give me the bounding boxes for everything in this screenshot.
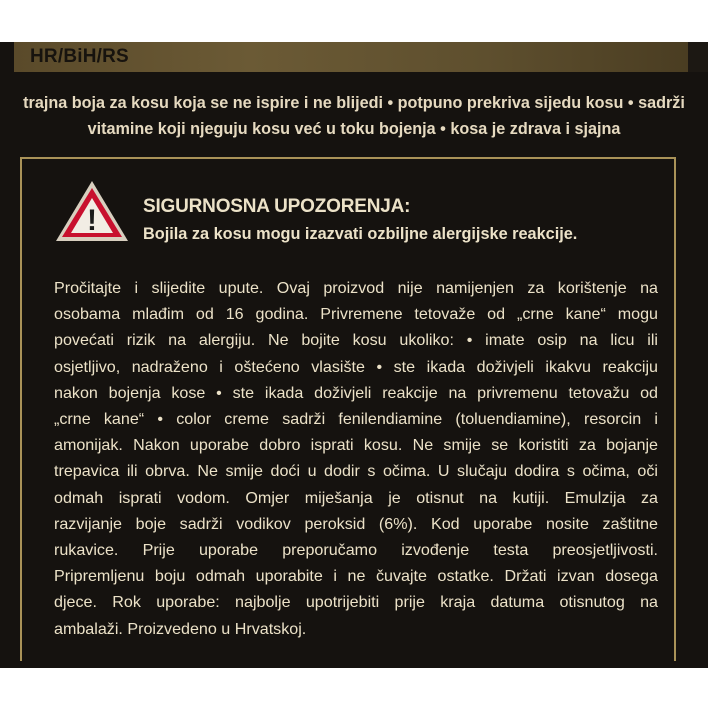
product-claims [14,90,694,142]
instructions-line: trepavica ili obrva. Ne smije doći u dodir s očima. U slučaju dodira s očima, oči [54,462,658,481]
instructions-line: Pripremljenu boju odmah uporabite i ne čuvajte ostatke. Držati izvan dosega [54,567,658,586]
instructions-line: razvijanje boje sadrži vodikov peroksid (6%). Kod uporabe nosite zaštitne [54,514,658,533]
instructions-line: osobama mlađim od 16 godina. Privremene tetovaže od „crne kane“ mogu [54,305,658,324]
instructions-line: rukavice. Prije uporabe preporučamo izvođenje testa preosjetljivosti. [54,541,658,560]
warning-triangle-icon [53,178,131,244]
region-header-band [14,42,688,72]
instructions-line: ambalaži. Proizvedeno u Hrvatskoj. [54,619,307,638]
header-edge [688,42,708,72]
instructions-line: nakon bojenja kose • ste ikada doživjeli reakcije na privremenu tetovažu od [54,383,658,402]
instructions-line: djece. Rok uporabe: najbolje upotrijebiti prije kraja datuma otisnutog na [54,593,658,612]
instructions-line: amonijak. Nakon uporabe dobro isprati kosu. Ne smije se koristiti za bojanje [54,436,658,455]
instructions-line: osjetljivo, nadraženo i oštećeno vlasište • ste ikada doživjeli ikakvu reakciju [54,357,658,376]
safety-instructions-text [54,275,658,642]
warning-title: SIGURNOSNA UPOZORENJA: [143,196,411,217]
warning-subtitle: Bojila za kosu mogu izazvati ozbiljne alergijske reakcije. [143,225,578,243]
region-label: HR/BiH/RS [30,46,129,67]
instructions-line: povećati rizik na alergiju. Ne bojite kosu ukoliko: • imate osip na licu ili [54,331,658,350]
instructions-line: „crne kane“ • color creme sadrži fenilendiamine (toluendiamine), resorcin i [54,410,658,429]
claims-line-1: trajna boja za kosu koja se ne ispire i ne blijedi • potpuno prekriva sijedu kosu • sadrži [23,94,685,112]
instructions-line: odmah isprati vodom. Omjer miješanja je otisnut na kutiji. Emulzija za [54,488,658,507]
instructions-line: Pročitajte i slijedite upute. Ovaj proizvod nije namijenjen za korištenje na [54,279,658,297]
warning-exclamation: ! [87,204,97,237]
claims-line-2: vitamine koji njeguju kosu već u toku bojenja • kosa je zdrava i sjajna [87,120,621,138]
